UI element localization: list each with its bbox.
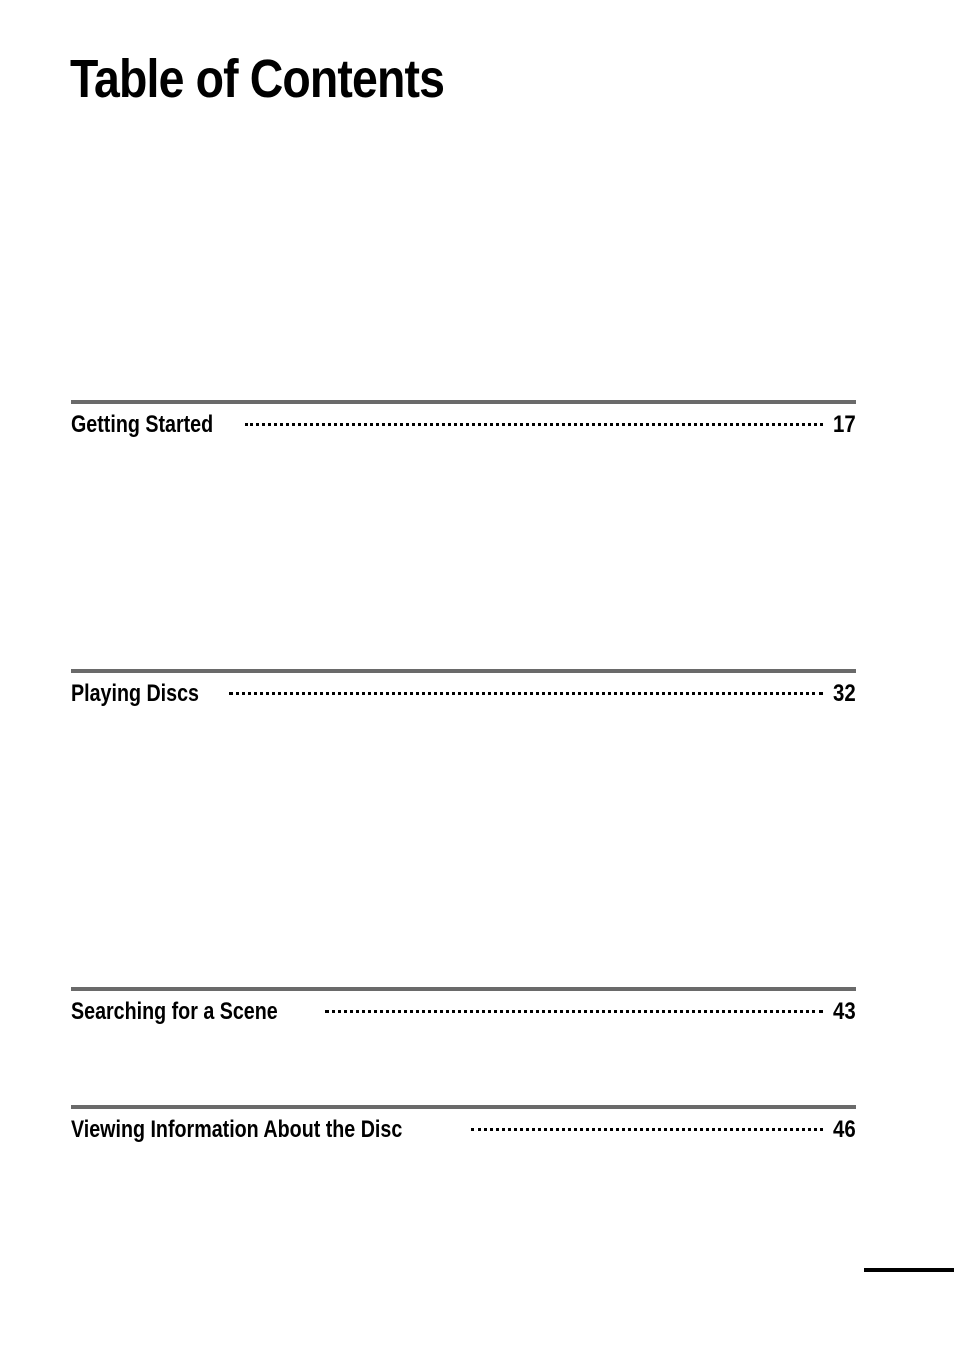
toc-entry[interactable] — [71, 997, 856, 1027]
section-rule — [71, 987, 856, 991]
toc-leader-dots — [325, 1010, 823, 1013]
section-rule — [71, 400, 856, 404]
toc-section-searching-for-a-scene — [71, 987, 856, 1027]
toc-entry-label: Getting Started — [71, 411, 214, 438]
toc-entry-label: Searching for a Scene — [71, 998, 278, 1025]
toc-entry-page: 43 — [833, 998, 856, 1025]
toc-leader-dots — [229, 692, 823, 695]
section-rule — [71, 1105, 856, 1109]
toc-section-getting-started — [71, 400, 856, 440]
toc-entry[interactable] — [71, 410, 856, 440]
toc-entry-label: Viewing Information About the Disc — [71, 1116, 403, 1143]
toc-leader-dots — [245, 423, 823, 426]
toc-entry-page: 32 — [833, 680, 856, 707]
toc-entry-page: 17 — [833, 411, 856, 438]
toc-section-playing-discs — [71, 669, 856, 709]
section-rule — [71, 669, 856, 673]
page-title: Table of Contents — [70, 49, 445, 109]
toc-entry-label: Playing Discs — [71, 680, 199, 707]
toc-leader-dots — [471, 1128, 823, 1131]
page-edge-marker — [864, 1268, 954, 1272]
toc-entry[interactable] — [71, 1115, 856, 1145]
toc-entry[interactable] — [71, 679, 856, 709]
toc-section-viewing-information — [71, 1105, 856, 1145]
toc-entry-page: 46 — [833, 1116, 856, 1143]
